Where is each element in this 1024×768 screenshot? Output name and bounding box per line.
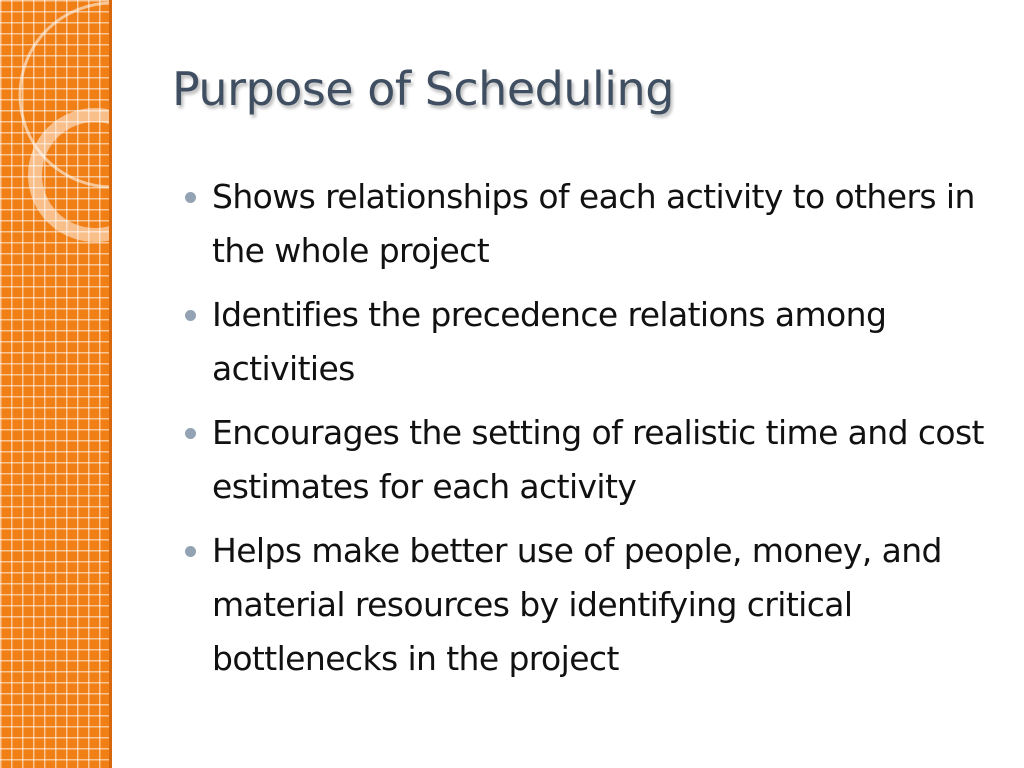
bullet-dot-icon [185, 546, 196, 557]
bullet-list [182, 170, 994, 696]
bullet-item [182, 170, 994, 278]
bullet-dot-icon [185, 428, 196, 439]
bullet-item [182, 524, 994, 686]
bullet-item [182, 288, 994, 396]
decorative-grid-band [0, 0, 112, 768]
decorative-circles [0, 0, 112, 260]
bullet-text: Encourages the setting of realistic time and cost estimates for each activity [212, 413, 984, 506]
bullet-item [182, 406, 994, 514]
band-edge-divider [109, 0, 112, 768]
bullet-dot-icon [185, 192, 196, 203]
bullet-dot-icon [185, 310, 196, 321]
bullet-text: Identifies the precedence relations among activities [212, 295, 887, 388]
slide-title: Purpose of Scheduling [172, 62, 674, 116]
bullet-text: Helps make better use of people, money, and material resources by identifying critical bottlenecks in the project [212, 531, 942, 678]
bullet-text: Shows relationships of each activity to others in the whole project [212, 177, 975, 270]
